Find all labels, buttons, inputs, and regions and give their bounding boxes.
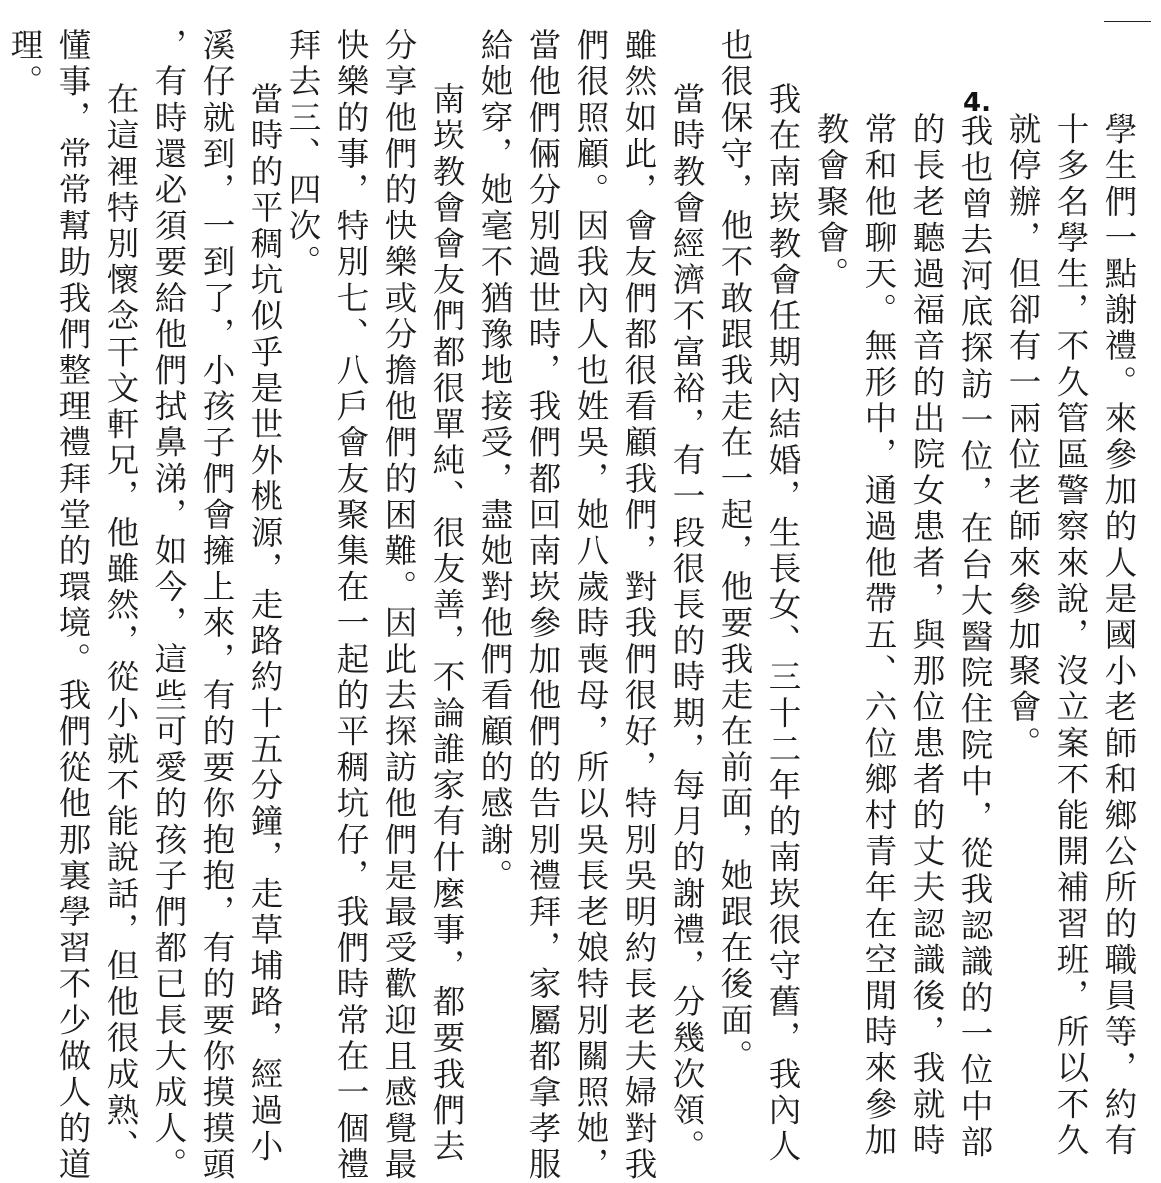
text-column: 南崁教會會友們都很單純、很友善，不論誰家有什麼事，都要我們去 bbox=[428, 82, 466, 1165]
text-column: 雖然如此，會友們都很看顧我們，對我們很好，特別吳明約長老夫婦對我 bbox=[620, 28, 658, 1183]
text-column: 教會聚會。 bbox=[812, 112, 850, 293]
text-column: 快樂的事，特別七、八戶會友聚集在一起的平稠坑仔，我們時常在一個禮 bbox=[332, 28, 370, 1183]
section-number: 4. bbox=[963, 88, 991, 118]
text-column: 分享他們的快樂或分擔他們的困難。因此去探訪他們是最受歡迎且感覺最 bbox=[380, 28, 418, 1183]
text-column: 當時教會經濟不富裕，有一段很長的時期，每月的謝禮，分幾次領。 bbox=[668, 82, 706, 1165]
text-column: 們很照顧。因我內人也姓吳，她八歲時喪母，所以吳長老娘特別關照她， bbox=[572, 28, 610, 1183]
text-column: 理。 bbox=[6, 28, 44, 101]
text-column: ，有時還必須要給他們拭鼻涕，如今，這些可愛的孩子們都已長大成人。 bbox=[150, 28, 188, 1183]
text-column: 十多名學生，不久管區警察來說，沒立案不能開補習班，所以不久 bbox=[1052, 112, 1090, 1159]
text-column: 就停辦，但卻有一兩位老師來參加聚會。 bbox=[1004, 112, 1042, 762]
text-column: 懂事，常常幫助我們整理禮拜堂的環境。我們從他那裏學習不少做人的道 bbox=[54, 28, 92, 1183]
text-column: 當時的平稠坑似乎是世外桃源，走路約十五分鐘，走草埔路，經過小 bbox=[246, 82, 284, 1165]
top-rule bbox=[1104, 21, 1151, 22]
text-column: 也很保守，他不敢跟我走在一起，他要我走在前面，她跟在後面。 bbox=[716, 28, 754, 1075]
text-column: 給她穿，她毫不猶豫地接受，盡她對他們看顧的感謝。 bbox=[476, 28, 514, 895]
text-column: 我也曾去河底探訪一位，在台大醫院住院中，從我認識的一位中部 bbox=[956, 114, 994, 1161]
text-column: 拜去三、四次。 bbox=[284, 28, 322, 281]
text-column: 常和他聊天。無形中，通過他帶五、六位鄉村青年在空閒時來參加 bbox=[860, 112, 898, 1159]
text-column: 在這裡特別懷念干文軒兄，他雖然，從小就不能說話，但他很成熟、 bbox=[102, 82, 140, 1165]
text-column: 學生們一點謝禮。來參加的人是國小老師和鄉公所的職員等，約有 bbox=[1100, 112, 1138, 1159]
text-column: 溪仔就到，一到了，小孩子們會擁上來，有的要你抱抱，有的要你摸摸頭 bbox=[198, 28, 236, 1183]
text-column: 的長老聽過福音的出院女患者，與那位患者的丈夫認識後，我就時 bbox=[908, 112, 946, 1159]
text-column: 我在南崁教會任期內結婚，生長女、三十二年的南崁很守舊，我內人 bbox=[764, 82, 802, 1165]
text-column: 當他們倆分別過世時，我們都回南崁參加他們的告別禮拜，家屬都拿孝服 bbox=[524, 28, 562, 1183]
